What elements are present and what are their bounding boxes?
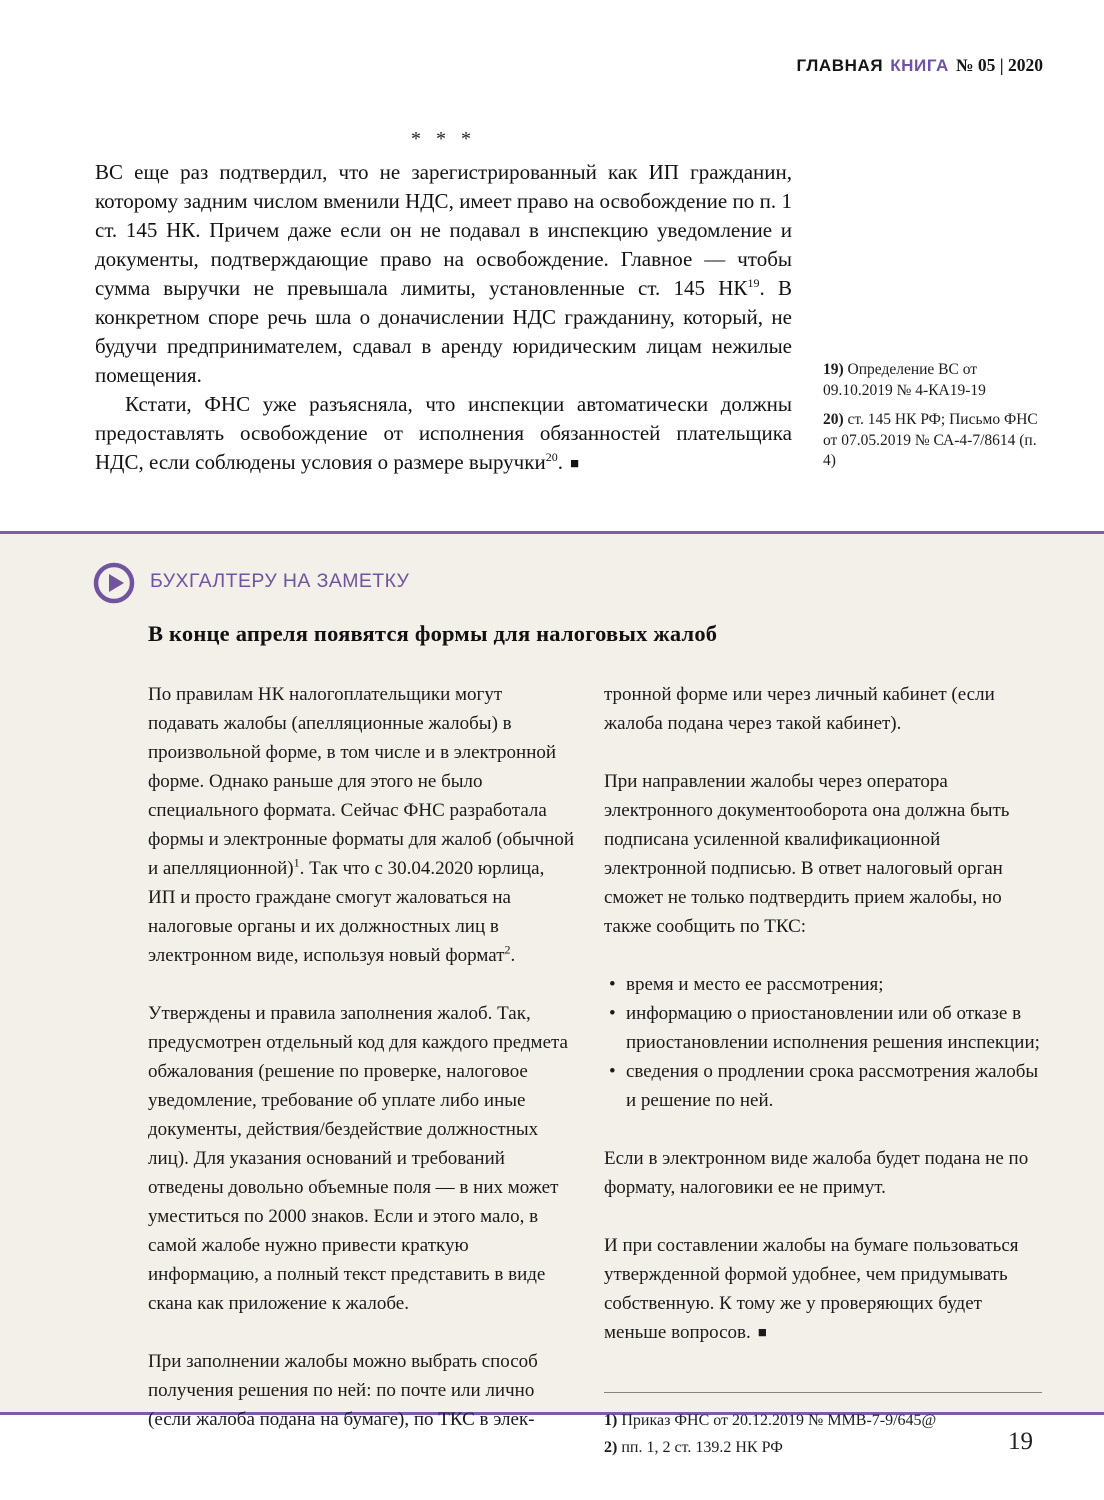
paragraph-text: . [510,945,516,966]
sidenote-number: 20) [823,411,844,428]
footnote-ref-19: 19 [747,276,760,290]
play-icon [93,562,135,604]
note-paragraph [148,680,576,970]
top-article [95,158,792,479]
sidenote-19 [823,360,1049,401]
sidenotes [823,360,1049,481]
sidenote-20 [823,410,1049,472]
bullet-item: • время и место ее рассмотрения; [604,970,1042,999]
section-title: В конце апреля появятся формы для налоговых жалоб [148,621,718,646]
sidenote-number: 19) [823,361,844,378]
paragraph-text: Кстати, ФНС уже разъясняла, что инспекции автоматически должны предоставлять освобождение от исполнения обязанностей плательщика НДС, если соблюдены условия о размере выручки [95,392,792,474]
note-paragraph [604,1144,1042,1202]
note-paragraph [604,1231,1042,1348]
bullet-list [604,970,1042,1115]
footnote-2 [604,1434,1042,1461]
paragraph-text: . Так что с 30.04.2020 юрлица, ИП и просто граждане смогут жаловаться на налоговые органы и их должностных лиц в электронном виде, используя новый формат [148,858,545,966]
section-kicker: БУХГАЛТЕРУ НА ЗАМЕТКУ [150,570,410,592]
end-of-article-mark: ■ [569,456,579,472]
sidenote-text: ст. 145 НК РФ; Письмо ФНС от 07.05.2019 № СА-4-7/8614 (п. 4) [823,411,1038,469]
issue-number: № 05 | 2020 [955,55,1043,75]
paragraph-text: . В конкретном споре речь шла о доначислении НДС гражданину, который, не будучи предпринимателем, сдавал в аренду юридическим лицам нежилые помещения. [95,276,792,387]
footnote-text: пп. 1, 2 ст. 139.2 НК РФ [621,1439,783,1456]
footnote-ref-20: 20 [545,450,558,464]
note-paragraph: тронной форме или через личный кабинет (если жалоба подана через такой кабинет). [604,684,995,734]
column-left [148,680,576,1434]
paragraph-text: По правилам НК налогоплательщики могут подавать жалобы (апелляционные жалобы) в произвольной форме, в том числе и в электронной форме. Однако раньше для этого не было специального формата. Сейчас ФНС разработала формы и электронные форматы для жалоб (обычной и апелляционной) [148,684,575,879]
bullet-item: • сведения о продлении срока рассмотрения жалобы и решение по ней. [604,1057,1042,1115]
note-paragraph: Утверждены и правила заполнения жалоб. Так, предусмотрен отдельный код для каждого предмета обжалования (решение по проверке, налоговое уведомление, требование об уплате либо иные документы, действия/бездействие должностных лиц). Для указания оснований и требований отведены довольно объемные поля — в них может уместиться по 2000 знаков. Если и этого мало, в самой жалобе нужно привести краткую информацию, а полный текст представить в виде скана как приложение к жалобе. [148,1003,568,1314]
article-paragraph [95,158,792,390]
footnote-text: Приказ ФНС от 20.12.2019 № ММВ-7-9/645@ [621,1412,937,1429]
section-separator: * * * [411,128,476,150]
note-band [0,531,1104,1456]
footnote-1 [604,1407,1042,1434]
brand-primary: ГЛАВНАЯ [796,56,884,75]
footnote-number: 2) [604,1439,618,1456]
footnote-number: 1) [604,1412,618,1429]
masthead [797,55,1043,76]
note-paragraph: При заполнении жалобы можно выбрать способ получения решения по ней: по почте или лично (если жалоба подана на бумаге), по ТКС в элек- [148,1351,538,1430]
paragraph-text: . [557,450,563,474]
page-number: 19 [1008,1428,1033,1455]
paragraph-text: Если в электронном виде жалоба будет подана не по формату, налоговики ее не примут. [604,1148,1029,1198]
end-of-article-mark: ■ [757,1325,767,1341]
paragraph-text: ВС еще раз подтвердил, что не зарегистрированный как ИП гражданин, которому задним числом вменили НДС, имеет право на освобождение по п. 1 ст. 145 НК. Причем даже если он не подавал в инспекцию уведомление и документы, подтверждающие право на освобождение. Главное — чтобы сумма выручки не превышала лимиты, установленные ст. 145 НК [95,160,792,300]
article-paragraph [95,390,792,479]
brand-accent: КНИГА [890,56,949,75]
paragraph-text: И при составлении жалобы на бумаге пользоваться утвержденной формой удобнее, чем придумывать собственную. К тому же у проверяющих будет меньше вопросов. [604,1235,1019,1343]
footnote-ref-2: 2 [504,942,511,957]
column-right [604,680,1042,1461]
note-paragraph: При направлении жалобы через оператора электронного документооборота она должна быть подписана усиленной квалификационной электронной подписью. В ответ налоговый орган сможет не только подтвердить прием жалобы, но также сообщить по ТКС: [604,771,1010,937]
footnote-block [604,1392,1042,1461]
sidenote-text: Определение ВС от 09.10.2019 № 4-КА19-19 [823,361,986,399]
footnote-ref-1: 1 [293,855,300,870]
bullet-item: • информацию о приостановлении или об отказе в приостановлении исполнения решения инспекции; [604,999,1042,1057]
